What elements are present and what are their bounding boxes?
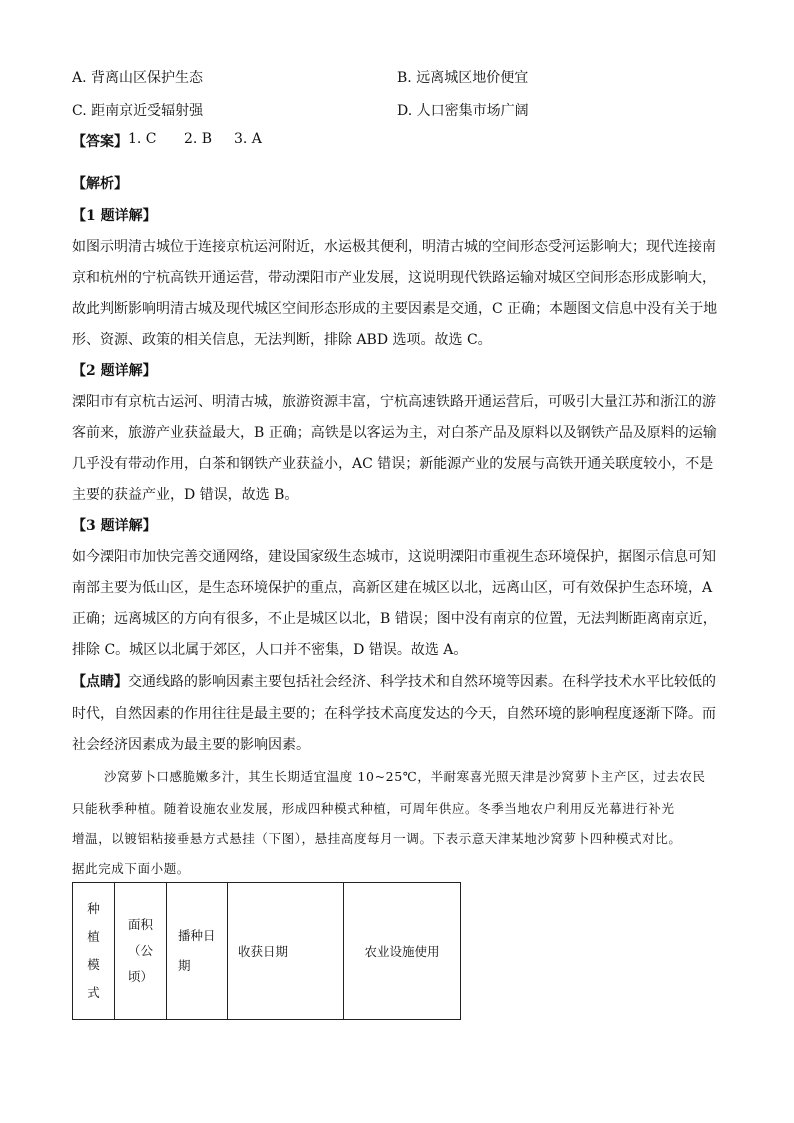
answer-item-1: 1. C (128, 131, 157, 147)
answer-item-2: 2. B (184, 131, 213, 147)
header-cell-sowing-date (167, 883, 228, 1020)
passage-line: 增温，以镀铝粘接垂悬方式悬挂（下图），悬挂高度每月一调。下表示意天津某地沙窝萝卜四种模式对比。 (72, 831, 682, 846)
passage-line: 据此完成下面小题。 (72, 861, 190, 876)
note-line: 时代，自然因素的作用往往是最主要的；在科学技术高度发达的今天，自然环境的影响程度逐渐下降。而 (72, 706, 716, 722)
note-line-1 (72, 671, 716, 691)
note-line: 社会经济因素成为最主要的影响因素。 (72, 737, 310, 753)
q1-line: 京和杭州的宁杭高铁开通运营，带动溧阳市产业发展，这说明现代铁路运输对城区空间形态形成影响大， (72, 270, 716, 286)
q3-line: 如今溧阳市加快完善交通网络，建设国家级生态城市，这说明溧阳市重视生态环境保护，据图示信息可知 (72, 549, 716, 565)
q2-line: 客前来，旅游产业获益最大，B 正确；高铁是以客运为主，对白茶产品及原料以及钢铁产品及原料的运输 (72, 425, 717, 441)
answer-line (72, 131, 372, 151)
q2-title: 【2 题详解】 (72, 363, 157, 379)
note-tag: 【点睛】 (72, 674, 128, 690)
option-a: A. 背离山区保护生态 (72, 70, 204, 86)
q1-title: 【1 题详解】 (72, 208, 157, 224)
answer-item-3: 3. A (234, 131, 262, 147)
header-cell-harvest-date (228, 883, 344, 1020)
header-label: 种植模式 (87, 901, 100, 1000)
passage-line: 只能秋季种植。随着设施农业发展，形成四种模式种植，可周年供应。冬季当地农户利用反光幕进行补光 (72, 801, 675, 816)
q1-line: 故此判断影响明清古城及现代城区空间形态形成的主要因素是交通，C 正确；本题图文信息中没有关于地 (72, 301, 718, 317)
header-cell-mode (73, 883, 115, 1020)
option-d: D. 人口密集市场广阔 (397, 103, 529, 119)
q2-line: 主要的获益产业，D 错误，故选 B。 (72, 487, 299, 503)
note-text: 交通线路的影响因素主要包括社会经济、科学技术和自然环境等因素。在科学技术水平比较低的 (128, 674, 716, 690)
q2-line: 几乎没有带动作用，白茶和钢铁产业获益小，AC 错误；新能源产业的发展与高铁开通关联度较小，不是 (72, 456, 714, 472)
answer-tag: 【答案】 (72, 134, 128, 150)
q3-line: 南部主要为低山区，是生态环境保护的重点，高新区建在城区以北，远离山区，可有效保护生态环境，A (72, 580, 713, 596)
analysis-title: 【解析】 (72, 176, 128, 192)
q1-line: 如图示明清古城位于连接京杭运河附近，水运极其便利，明清古城的空间形态受河运影响大；现代连接南 (72, 239, 716, 255)
header-label: 面积（公顷） (127, 917, 153, 984)
option-c: C. 距南京近受辐射强 (72, 103, 204, 119)
header-cell-facility (344, 883, 461, 1020)
header-cell-area (115, 883, 167, 1020)
header-label: 农业设施使用 (364, 944, 440, 959)
table-header-row (73, 883, 461, 1020)
q3-line: 排除 C。城区以北属于郊区，人口并不密集，D 错误。故选 A。 (72, 642, 468, 658)
passage-line: 沙窝萝卜口感脆嫩多汁，其生长期适宜温度 10~25℃，半耐寒喜光照天津是沙窝萝卜主产区，过去农民 (104, 769, 706, 784)
comparison-table (72, 882, 461, 1020)
q1-line: 形、资源、政策的相关信息，无法判断，排除 ABD 选项。故选 C。 (72, 332, 492, 348)
q2-line: 溧阳市有京杭古运河、明清古城，旅游资源丰富，宁杭高速铁路开通运营后，可吸引大量江苏和浙江的游 (72, 394, 716, 410)
q3-title: 【3 题详解】 (72, 518, 157, 534)
q3-line: 正确；远离城区的方向有很多，不止是城区以北，B 错误；图中没有南京的位置，无法判断距离南京近， (72, 611, 717, 627)
option-b: B. 远离城区地价便宜 (397, 70, 529, 86)
header-label: 播种日期 (178, 928, 216, 973)
header-label: 收获日期 (238, 944, 289, 959)
